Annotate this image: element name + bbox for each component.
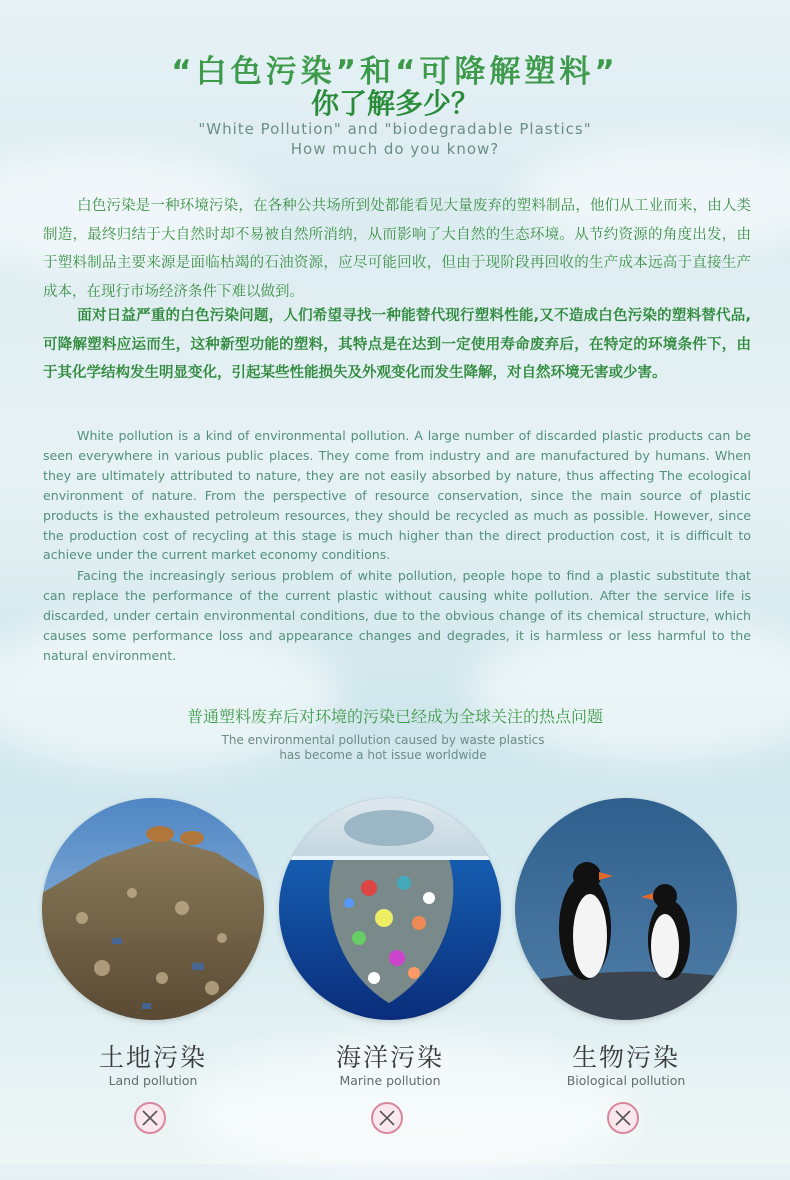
land-pollution-image — [42, 798, 264, 1020]
biological-pollution-label: 生物污染 — [571, 1043, 680, 1072]
intro-paragraph-cn-2-text: 面对日益严重的白色污染问题，人们希望寻找一种能替代现行塑料性能,又不造成白色污染的塑料替代品,可降解塑料应运而生，这种新型功能的塑料，其特点是在达到一定使用寿命废弃后，在特定的环境条件下，由于其化学结构发生明显变化，引起某些性能损失及外观变化而发生降解，对自然环境无害或少害。 — [43, 308, 751, 382]
intro-paragraph-en-2-text: Facing the increasingly serious problem of white pollution, people hope to find a plastic substitute that can replace the performance of the current plastic without causing white pollution. After the service life is discarded, under certain environmental conditions, due to the obvious change of its chemical structure, which causes some performance loss and appearance changes and degrades, it is harmless or less harmful to the natural environment. — [43, 568, 751, 663]
pollution-card-land — [42, 798, 264, 1158]
x-circle-icon[interactable] — [134, 1102, 166, 1134]
x-circle-icon[interactable] — [371, 1102, 403, 1134]
intro-paragraph-cn-1 — [43, 192, 751, 306]
marine-pollution-label-en: Marine pollution — [339, 1073, 441, 1088]
section-title: 普通塑料废弃后对环境的污染已经成为全球关注的热点问题 — [186, 707, 603, 726]
intro-paragraph-en-1 — [43, 426, 751, 565]
page-title-english: "White Pollution" and "biodegradable Plastics" — [198, 120, 592, 138]
pollution-card-marine — [279, 798, 501, 1158]
intro-paragraph-cn-1-text: 白色污染是一种环境污染，在各种公共场所到处都能看见大量废弃的塑料制品，他们从工业而来，由人类制造，最终归结于大自然时却不易被自然所消纳，从而影响了大自然的生态环境。从节约资源的角度出发，由于塑料制品主要来源是面临枯竭的石油资源，应尽可能回收，但由于现阶段再回收的生产成本远高于直接生产成本，在现行市场经济条件下难以做到。 — [43, 198, 751, 300]
intro-paragraph-en-1-text: White pollution is a kind of environmental pollution. A large number of discarded plastic products can be seen everywhere in various public places. They come from industry and are manufactured by humans. When they are ultimately attributed to nature, they are not easily absorbed by nature, thus affecting The ecological environment of nature. From the perspective of resource conservation, since the main source of plastic products is the exhausted petroleum resources, they should be recycled as much as possible. However, since the production cost of recycling at this stage is much higher than the direct production cost, it is difficult to achieve under the current market economy conditions. — [43, 428, 751, 563]
intro-paragraph-en-2 — [43, 566, 751, 666]
land-pollution-label: 土地污染 — [98, 1043, 207, 1072]
section-title-english-2: has become a hot issue worldwide — [279, 748, 487, 762]
pollution-card-biological — [515, 798, 737, 1158]
biological-pollution-image — [515, 798, 737, 1020]
marine-pollution-label: 海洋污染 — [335, 1043, 444, 1072]
page-subtitle: 你了解多少？ — [310, 87, 479, 120]
intro-paragraph-cn-2 — [43, 302, 751, 388]
biological-pollution-label-en: Biological pollution — [566, 1073, 686, 1088]
page-title: “白色污染”和“可降解塑料” — [171, 54, 619, 90]
marine-pollution-image — [279, 798, 501, 1020]
section-title-english-1: The environmental pollution caused by waste plastics — [221, 733, 545, 747]
page-subtitle-english: How much do you know? — [290, 140, 500, 158]
x-circle-icon[interactable] — [607, 1102, 639, 1134]
land-pollution-label-en: Land pollution — [108, 1073, 198, 1088]
